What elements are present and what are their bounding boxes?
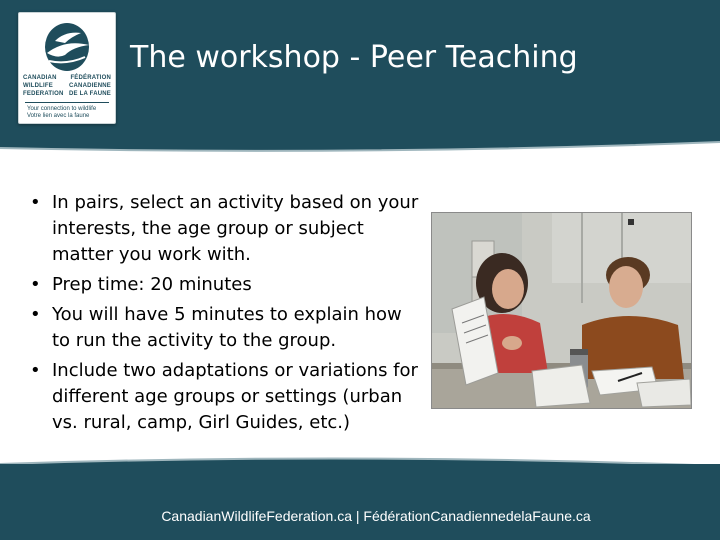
- bullet-text: In pairs, select an activity based on your interests, the age group or subject matter you work with.: [52, 192, 419, 265]
- logo-text-fr: DE LA FAUNE: [69, 91, 111, 97]
- cwf-logo: [18, 12, 116, 124]
- bullet-marker: •: [30, 274, 41, 295]
- logo-text-en: FEDERATION: [23, 91, 64, 97]
- footer-bar: [0, 464, 720, 540]
- bullet-marker: •: [30, 192, 41, 213]
- bullet-item: [30, 272, 425, 298]
- logo-text-fr: FÉDÉRATION: [70, 75, 111, 81]
- logo-text-en: WILDLIFE: [23, 83, 53, 89]
- bullet-text: You will have 5 minutes to explain how to run the activity to the group.: [52, 304, 402, 351]
- logo-tagline-fr: Votre lien avec la faune: [27, 113, 90, 119]
- header-swoosh: [0, 134, 720, 156]
- bullet-item: [30, 358, 425, 436]
- logo-tagline-en: Your connection to wildlife: [27, 106, 97, 112]
- logo-divider: [25, 102, 109, 103]
- slide-title: The workshop - Peer Teaching: [130, 40, 578, 75]
- bullet-item: [30, 302, 425, 354]
- bullet-item: [30, 190, 425, 268]
- bird-emblem-icon: [35, 19, 99, 75]
- bullet-list: [30, 190, 425, 440]
- workshop-photo-illustration: [432, 213, 691, 408]
- logo-text-fr: CANADIENNE: [68, 83, 111, 89]
- bullet-marker: •: [30, 360, 41, 381]
- logo-text-en: CANADIAN: [23, 75, 57, 81]
- footer-website-links: CanadianWildlifeFederation.ca | FédérationCanadiennedelaFaune.ca: [161, 508, 591, 524]
- bullet-text: Include two adaptations or variations for different age groups or settings (urban vs. rural, camp, Girl Guides, etc.): [52, 360, 418, 433]
- bullet-text: Prep time: 20 minutes: [52, 274, 252, 295]
- workshop-photo: [431, 212, 692, 409]
- bullet-marker: •: [30, 304, 41, 325]
